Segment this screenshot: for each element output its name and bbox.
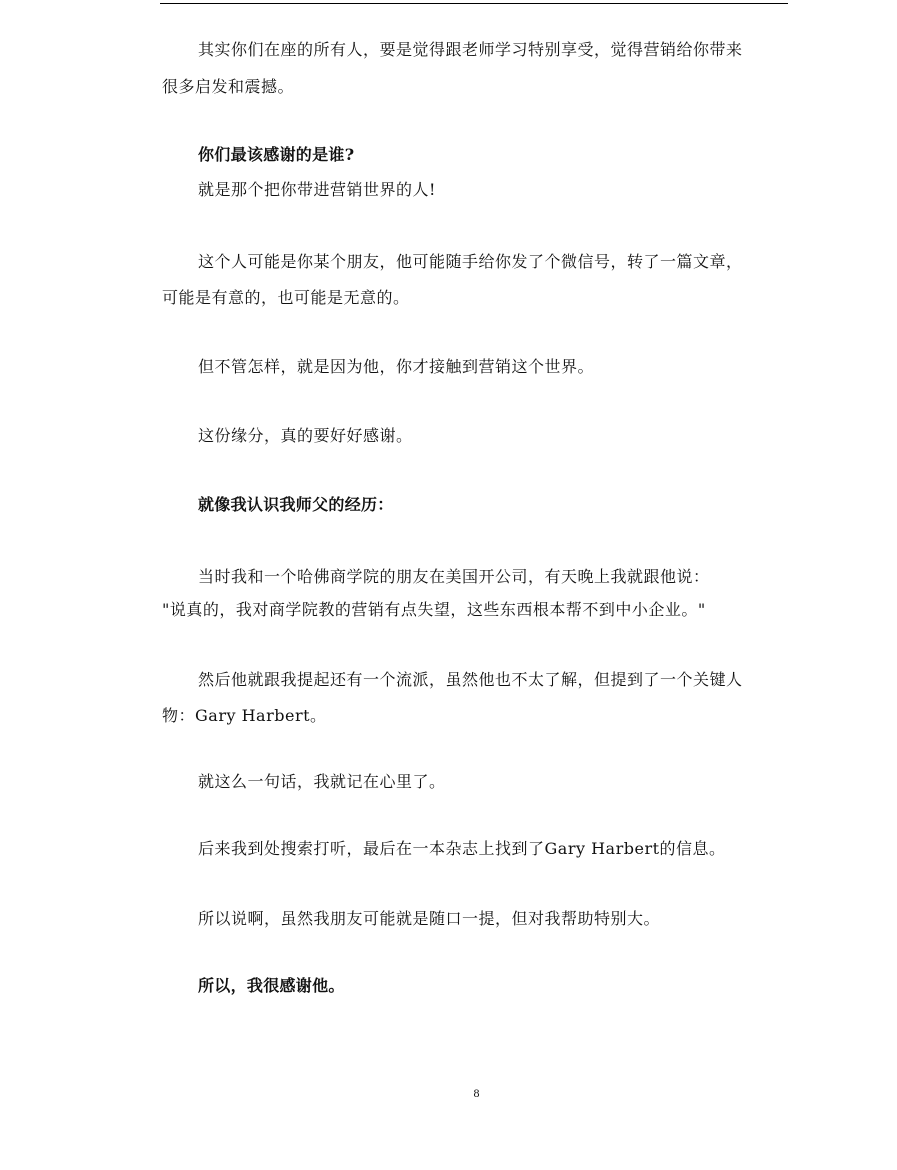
heading-master-story: 就像我认识我师父的经历： — [198, 495, 394, 514]
page-number: 8 — [473, 1086, 480, 1100]
paragraph-1-line-1: 其实你们在座的所有人，要是觉得跟老师学习特别享受，觉得营销给你带来 — [198, 40, 743, 59]
paragraph-2: 就是那个把你带进营销世界的人! — [198, 180, 436, 199]
paragraph-8: 就这么一句话，我就记在心里了。 — [198, 772, 446, 791]
header-rule — [160, 3, 788, 4]
paragraph-3-line-2: 可能是有意的，也可能是无意的。 — [162, 288, 410, 307]
paragraph-6-line-2: "说真的，我对商学院教的营销有点失望，这些东西根本帮不到中小企业。" — [162, 600, 706, 619]
paragraph-4: 但不管怎样，就是因为他，你才接触到营销这个世界。 — [198, 357, 595, 376]
paragraph-7-line-2: 物：Gary Harbert。 — [162, 706, 327, 725]
paragraph-9: 后来我到处搜索打听，最后在一本杂志上找到了Gary Harbert的信息。 — [198, 839, 726, 858]
paragraph-5: 这份缘分，真的要好好感谢。 — [198, 426, 413, 445]
heading-who-to-thank: 你们最该感谢的是谁? — [198, 145, 355, 164]
heading-thanks: 所以，我很感谢他。 — [198, 976, 345, 995]
paragraph-7-line-1: 然后他就跟我提起还有一个流派，虽然他也不太了解，但提到了一个关键人 — [198, 670, 743, 689]
paragraph-1-line-2: 很多启发和震撼。 — [162, 77, 295, 96]
paragraph-10: 所以说啊，虽然我朋友可能就是随口一提，但对我帮助特别大。 — [198, 909, 661, 928]
paragraph-3-line-1: 这个人可能是你某个朋友，他可能随手给你发了个微信号，转了一篇文章， — [198, 252, 743, 271]
paragraph-6-line-1: 当时我和一个哈佛商学院的朋友在美国开公司，有天晚上我就跟他说： — [198, 567, 710, 586]
